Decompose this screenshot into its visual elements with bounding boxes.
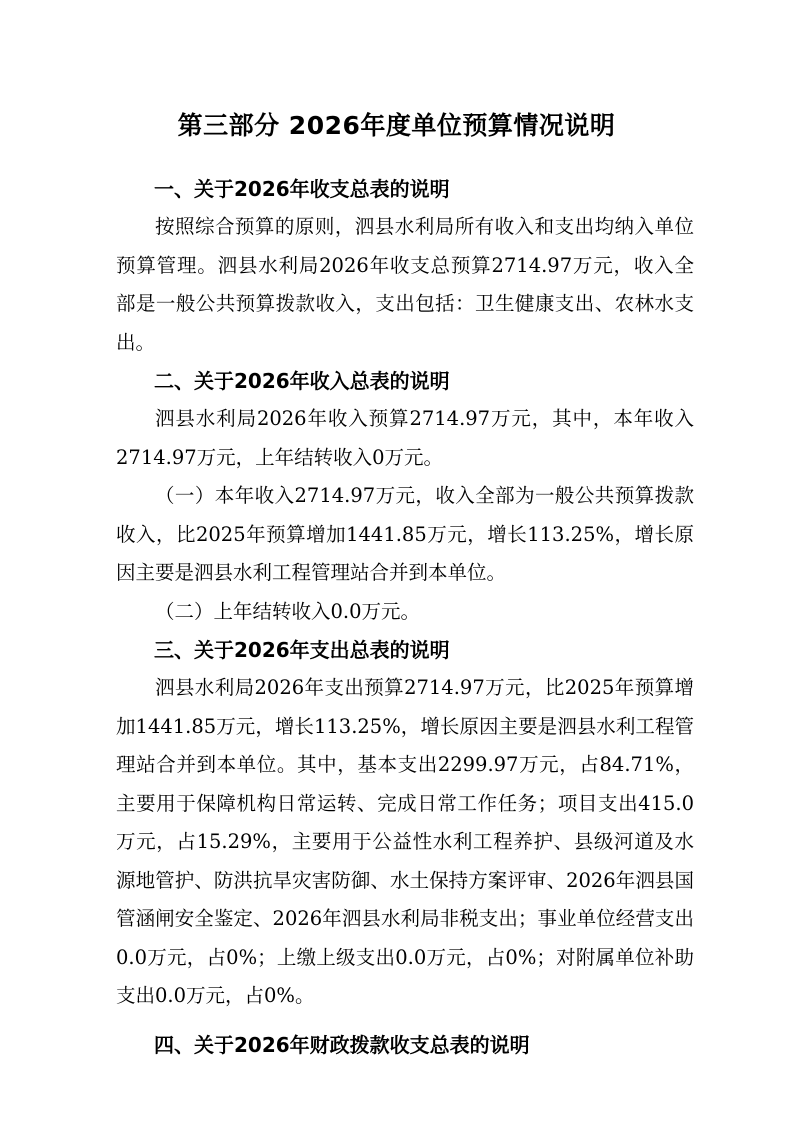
section-2-paragraph-2: （一）本年收入2714.97万元，收入全部为一般公共预算拨款收入，比2025年预算增加1441.85万元，增长113.25%，增长原因主要是泗县水利工程管理站合并到本单位。: [116, 484, 694, 584]
section-heading-1: 一、关于2026年收支总表的说明: [154, 177, 450, 201]
page-title: 第三部分 2026年度单位预算情况说明: [177, 111, 616, 140]
section-heading-4: 四、关于2026年财政拨款收支总表的说明: [154, 1032, 530, 1057]
section-heading-3: 三、关于2026年支出总表的说明: [154, 638, 450, 662]
section-2-paragraph-1: 泗县水利局2026年收入预算2714.97万元，其中，本年收入2714.97万元，上年结转收入0万元。: [116, 407, 694, 469]
section-2-paragraph-3: （二）上年结转收入0.0万元。: [155, 599, 421, 623]
section-1-paragraph-1: 按照综合预算的原则，泗县水利局所有收入和支出均纳入单位预算管理。泗县水利局2026年收支总预算2714.97万元，收入全部是一般公共预算拨款收入，支出包括：卫生健康支出、农林水支出。: [116, 215, 694, 354]
document-body: [116, 170, 694, 1064]
section-heading-2: 二、关于2026年收入总表的说明: [154, 369, 450, 393]
section-3-paragraph-1: 泗县水利局2026年支出预算2714.97万元，比2025年预算增加1441.85万元，增长113.25%，增长原因主要是泗县水利工程管理站合并到本单位。其中，基本支出2299.97万元，占84.71%，主要用于保障机构日常运转、完成日常工作任务；项目支出415.0万元，占15.29%，主要用于公益性水利工程养护、县级河道及水源地管护、防洪抗旱灾害防御、水土保持方案评审、2026年泗县国管涵闸安全鉴定、2026年泗县水利局非税支出；事业单位经营支出0.0万元，占0%；上缴上级支出0.0万元，占0%；对附属单位补助支出0.0万元，占0%。: [116, 676, 694, 1007]
